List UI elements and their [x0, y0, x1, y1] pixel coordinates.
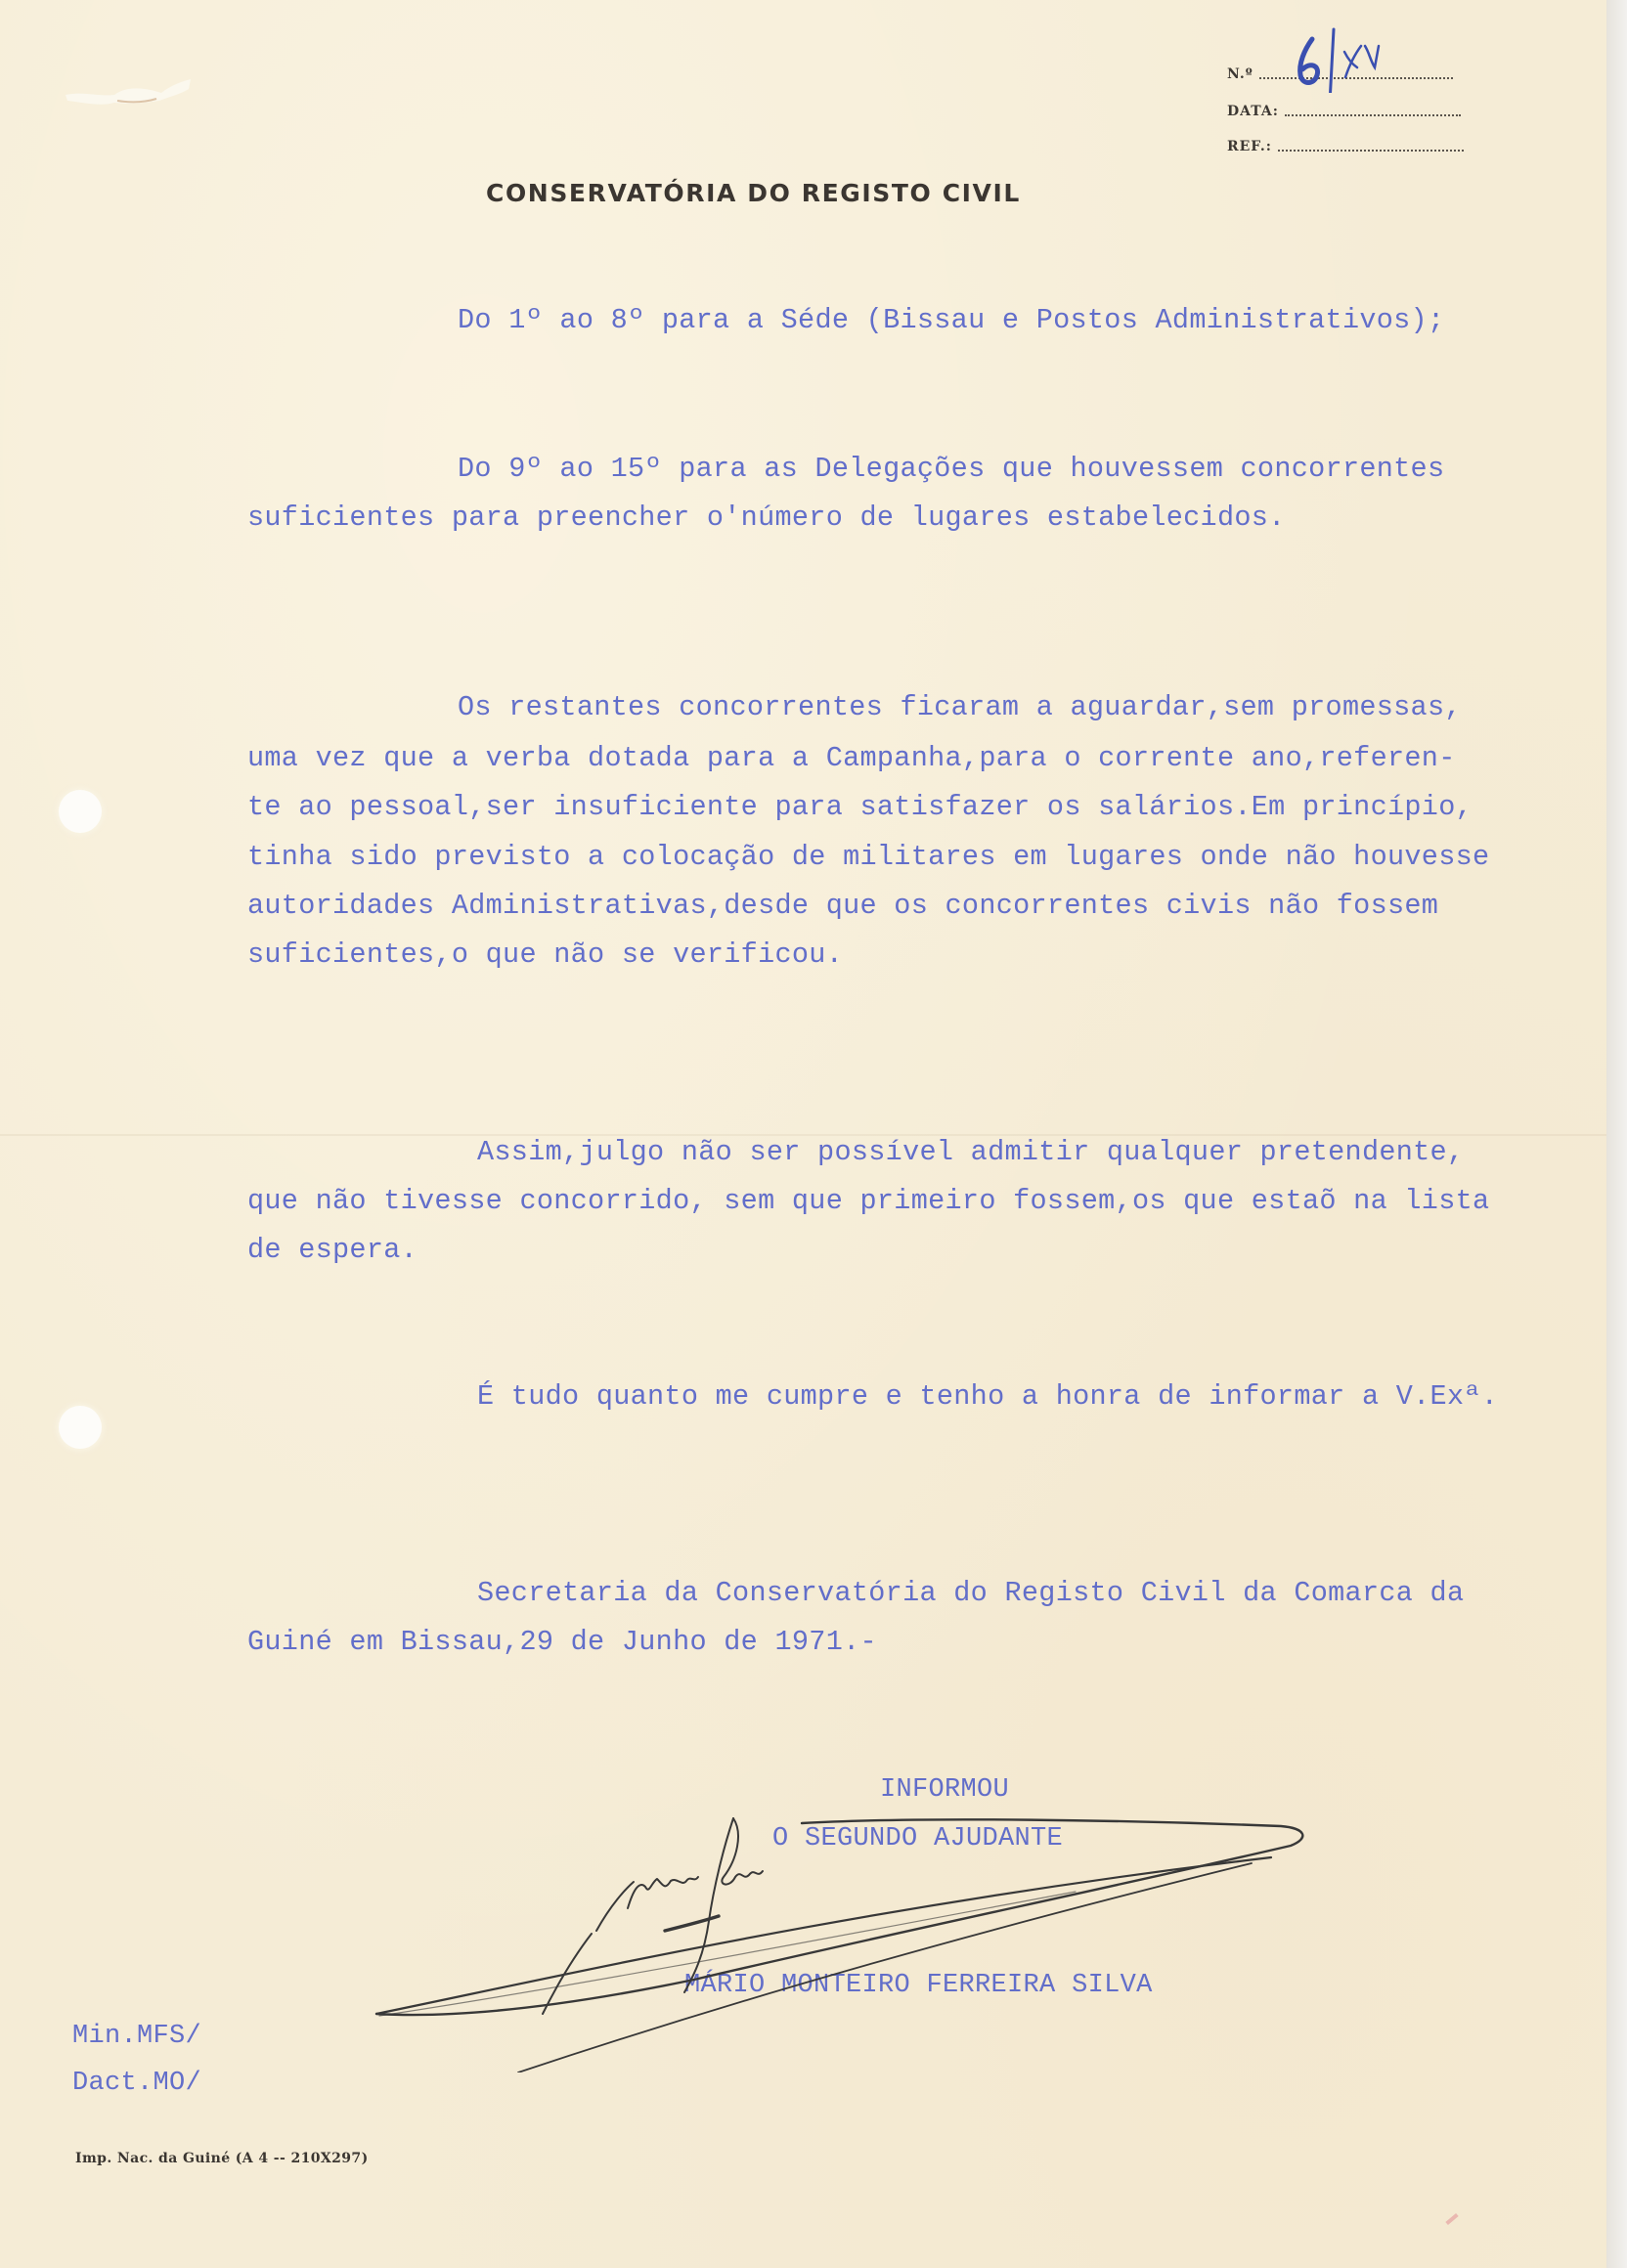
paragraph-3-line-5: autoridades Administrativas,desde que os concorrentes civis não fossem: [247, 890, 1439, 922]
handwritten-signature: [372, 1775, 1349, 2072]
punch-hole-lower: [59, 1406, 102, 1449]
handwritten-reference-number: [1291, 24, 1398, 93]
number-label: N.º: [1227, 66, 1253, 82]
ref-field: [1227, 139, 1464, 154]
punch-hole-upper: [59, 790, 102, 833]
paragraph-1-line-1: Do 1º ao 8º para a Séde (Bissau e Postos Administrativos);: [458, 304, 1445, 336]
paragraph-2-line-1: Do 9º ao 15º para as Delegações que houvessem concorrentes: [458, 453, 1445, 485]
pink-ink-speck: [1445, 2213, 1458, 2225]
date-dotted-line: [1285, 114, 1461, 116]
office-heading: CONSERVATÓRIA DO REGISTO CIVIL: [486, 179, 1021, 207]
date-label: DATA:: [1227, 104, 1279, 119]
paragraph-2-line-2: suficientes para preencher o'número de lugares estabelecidos.: [247, 502, 1286, 534]
paragraph-3-line-2: uma vez que a verba dotada para a Campanha,para o corrente ano,referen-: [247, 742, 1456, 774]
ref-label: REF.:: [1227, 139, 1272, 154]
paragraph-3-line-4: tinha sido previsto a colocação de militares em lugares onde não houvesse: [247, 841, 1490, 873]
paragraph-3-line-1: Os restantes concorrentes ficaram a aguardar,sem promessas,: [458, 691, 1462, 723]
paragraph-6-line-2: Guiné em Bissau,29 de Junho de 1971.-: [247, 1626, 877, 1658]
signatory-name: MÁRIO MONTEIRO FERREIRA SILVA: [684, 1971, 1153, 2000]
scan-background-edge: [1606, 0, 1627, 2268]
paragraph-3-line-6: suficientes,o que não se verificou.: [247, 938, 844, 971]
signature-title: O SEGUNDO AJUDANTE: [772, 1824, 1064, 1854]
paragraph-3-line-3: te ao pessoal,ser insuficiente para satisfazer os salários.Em princípio,: [247, 791, 1473, 823]
paragraph-5-line-1: É tudo quanto me cumpre e tenho a honra de informar a V.Exª.: [477, 1380, 1499, 1413]
initials-minute: Min.MFS/: [72, 2022, 202, 2051]
ref-dotted-line: [1278, 150, 1464, 152]
paragraph-4-line-1: Assim,julgo não ser possível admitir qualquer pretendente,: [477, 1136, 1465, 1168]
signature-informou: INFORMOU: [880, 1775, 1010, 1805]
paragraph-4-line-2: que não tivesse concorrido, sem que primeiro fossem,os que estaõ na lista: [247, 1185, 1490, 1217]
printer-imprint: Imp. Nac. da Guiné (A 4 -- 210X297): [75, 2151, 369, 2166]
paragraph-6-line-1: Secretaria da Conservatória do Registo Civil da Comarca da: [477, 1577, 1465, 1609]
date-field: [1227, 104, 1461, 119]
initials-typist: Dact.MO/: [72, 2069, 202, 2098]
paper-damage-mark: [54, 73, 200, 117]
paragraph-4-line-3: de espera.: [247, 1234, 418, 1266]
